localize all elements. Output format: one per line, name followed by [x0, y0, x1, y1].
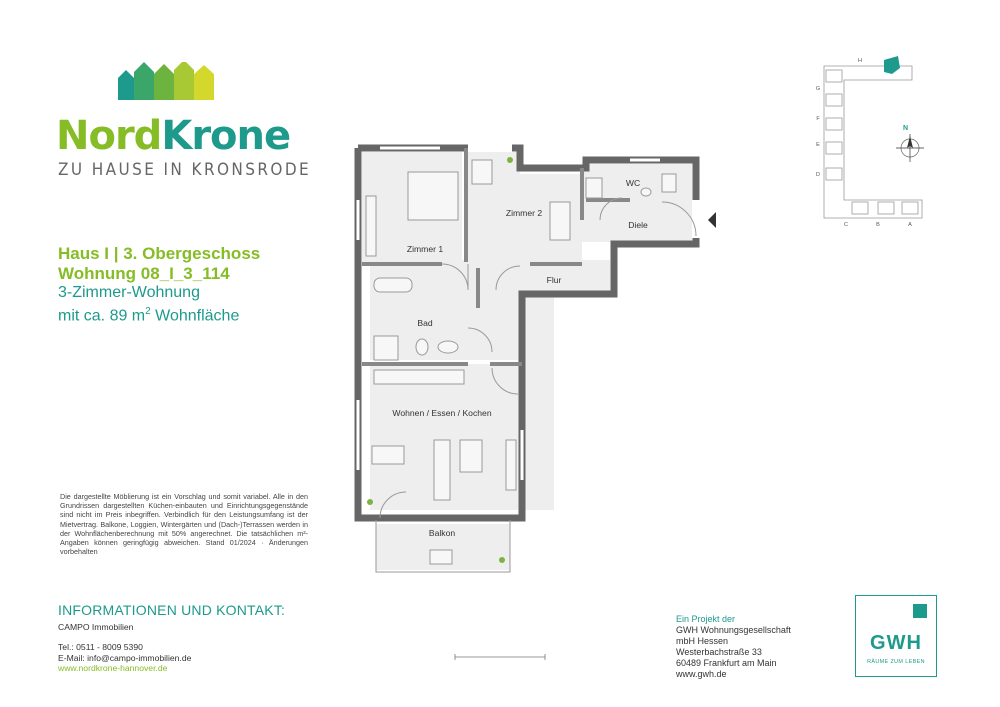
- area-prefix: mit ca. 89 m: [58, 307, 146, 325]
- siteplan: [812, 50, 948, 232]
- dining-table: [372, 446, 404, 464]
- compass-icon: [896, 125, 924, 162]
- gwh-logo-text: GWH: [870, 632, 922, 654]
- brand-name-part1: Nord: [56, 113, 162, 159]
- project-line4: Westerbachstraße 33: [676, 647, 762, 657]
- project-line5: 60489 Frankfurt am Main: [676, 658, 777, 668]
- room-flur: Flur: [546, 275, 562, 285]
- desk: [472, 160, 492, 184]
- room-bad: Bad: [417, 318, 433, 328]
- area-suffix: Wohnfläche: [150, 307, 240, 325]
- site-label-g: G: [815, 86, 821, 92]
- unit-haus: Haus I | 3. Obergeschoss: [58, 244, 261, 263]
- room-wohnen: Wohnen / Essen / Kochen: [392, 408, 492, 418]
- room-wc: WC: [625, 178, 641, 188]
- compass-north: N: [903, 125, 909, 132]
- contact-web-link[interactable]: www.nordkrone-hannover.de: [58, 663, 168, 673]
- site-label-b: B: [876, 222, 880, 228]
- kitchen-counter: [374, 370, 464, 384]
- bathtub: [374, 278, 412, 292]
- entrance-arrow-icon: [708, 212, 716, 228]
- site-label-d: D: [816, 172, 820, 178]
- project-line3: mbH Hessen: [676, 636, 729, 646]
- brand-tagline: ZU HAUSE IN KRONSRODE: [58, 160, 312, 180]
- gwh-logo-sub: RÄUME ZUM LEBEN: [867, 659, 925, 665]
- shower: [374, 336, 398, 360]
- disclaimer-text: Die dargestellte Möblierung ist ein Vorschlag und somit variabel. Alle in den Grundrissen dargestellten Küchen-einbauten und Einrichtungsgegenstände sind nicht im Preis inbegriffen. Verbindlich für den Leistungsumfang ist der Mietvertrag. Balkone, Loggien, Wintergärten und (Dach-)Terrassen werden in der Wohnflächenberechnung mit 50% angerechnet. Die tatsächlichen m²-Angaben können geringfügig abweichen. Stand 01/2024 · Änderungen vorbehalten: [60, 492, 308, 557]
- bed-zimmer2: [550, 202, 570, 240]
- project-web-link[interactable]: www.gwh.de: [676, 669, 727, 679]
- brand-name-part2: Krone: [161, 113, 291, 159]
- site-label-h: H: [858, 58, 862, 64]
- unit-type: 3-Zimmer-Wohnung: [58, 284, 200, 301]
- balkon-table: [430, 550, 452, 564]
- site-label-c: C: [844, 222, 848, 228]
- contact-email[interactable]: E-Mail: info@campo-immobilien.de: [58, 653, 192, 663]
- unit-wohnung: Wohnung 08_I_3_114: [58, 264, 230, 283]
- sofa: [434, 440, 450, 500]
- scale-bar-icon: [454, 653, 546, 661]
- tv-board: [506, 440, 516, 490]
- site-buildings: [824, 66, 922, 218]
- room-zimmer1: Zimmer 1: [406, 244, 444, 254]
- project-line1: Ein Projekt der: [676, 614, 736, 624]
- contact-company: CAMPO Immobilien: [58, 622, 134, 632]
- nordkrone-logo-icon: [112, 62, 216, 104]
- contact-heading: INFORMATIONEN UND KONTAKT:: [58, 602, 286, 618]
- coffee-table: [460, 440, 482, 472]
- unit-area: [58, 303, 239, 325]
- brand-wordmark: [56, 112, 290, 160]
- bed-zimmer1: [408, 172, 458, 220]
- contact-tel: Tel.: 0511 - 8009 5390: [58, 642, 143, 652]
- area-sup: 2: [145, 306, 151, 317]
- room-diele: Diele: [628, 220, 648, 230]
- floorplan: [350, 140, 720, 580]
- project-line2: GWH Wohnungsgesellschaft: [676, 625, 791, 635]
- site-label-a: A: [908, 222, 912, 228]
- gwh-square-icon: [913, 604, 927, 618]
- site-label-f: F: [816, 116, 820, 122]
- gwh-logo: [855, 595, 937, 677]
- room-balkon: Balkon: [428, 528, 456, 538]
- site-label-e: E: [816, 142, 820, 148]
- room-zimmer2: Zimmer 2: [505, 208, 543, 218]
